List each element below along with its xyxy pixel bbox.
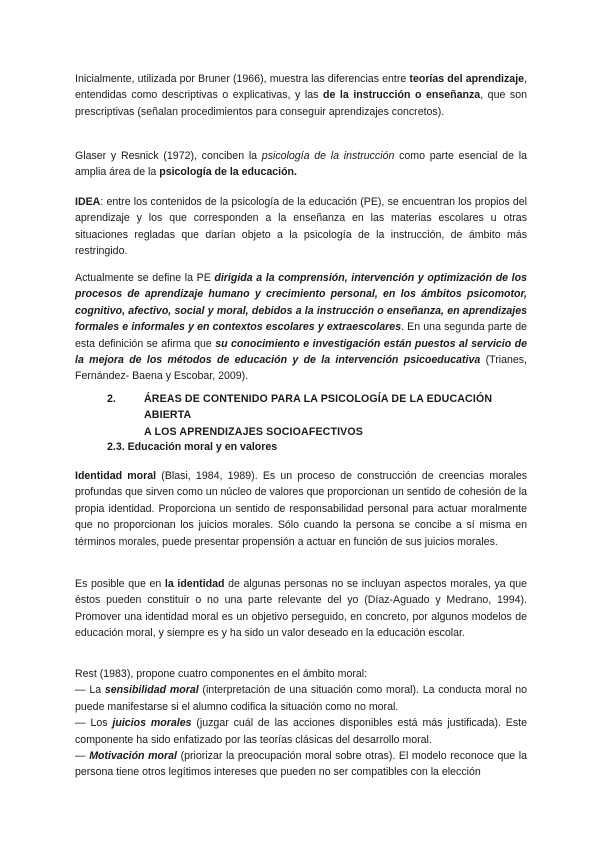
list-dash: — La bbox=[75, 684, 105, 697]
text: (Trianes, Fernández- Baena y Escobar, 2009). bbox=[75, 354, 527, 383]
paragraph-definition bbox=[75, 270, 527, 385]
paragraph-identidad-moral bbox=[75, 468, 527, 550]
text: , que son prescriptivas (señalan procedimientos para conseguir aprendizajes concretos). bbox=[75, 89, 527, 118]
list-item bbox=[75, 748, 527, 781]
bold-italic-definition: dirigida a la comprensión, intervención y optimización de los procesos de aprendizaje humano y crecimiento personal, en los ámbitos psicomotor, cognitivo, afectivo, social y moral, debidos a la instrucción o enseñanza, en aprendizajes formales e informales y en contextos escolares y extraescolares bbox=[75, 272, 527, 334]
list-term: Motivación moral bbox=[89, 750, 177, 763]
list-text: (interpretación de una situación como moral). La conducta moral no puede manifestarse si el alumno codifica la situación como no moral. bbox=[75, 684, 527, 713]
section-title bbox=[144, 391, 529, 440]
section-number: 2. bbox=[107, 393, 116, 405]
subsection-heading: 2.3. Educación moral y en valores bbox=[107, 441, 278, 453]
text: (Blasi, 1984, 1989). Es un proceso de construcción de creencias morales profundas que sirven como un núcleo de valores que proporcionan un sentido de cohesión de la propia identidad. Proporciona un sentido de responsabilidad personal para actuar moralmente que no proporcionan los juicios morales. Sólo cuando la persona se concibe a sí misma en términos morales, puede presentar propensión a actuar en función de sus juicios morales. bbox=[75, 470, 528, 548]
bold-italic-definition: su conocimiento e investigación están puestos al servicio de la mejora de los métodos de educación y de la intervención psicoeducativa bbox=[75, 337, 527, 367]
list-dash: — Los bbox=[75, 717, 113, 730]
list-term: sensibilidad moral bbox=[104, 684, 199, 697]
paragraph-bruner bbox=[75, 71, 527, 120]
italic-term: psicología de la instrucción bbox=[261, 150, 395, 162]
text: Inicialmente, utilizada por Bruner (1966), muestra las diferencias entre bbox=[75, 73, 410, 85]
list-item bbox=[75, 715, 527, 748]
text: . En una segunda parte de esta definición se afirma que bbox=[75, 321, 527, 350]
text: como parte esencial de la amplia área de la bbox=[75, 150, 527, 179]
list-text: (priorizar la preocupación moral sobre otras). El modelo reconoce que la persona tiene otros legítimos intereses que pueden no ser compatibles con la elección bbox=[75, 750, 527, 779]
section-heading bbox=[75, 391, 527, 438]
list-text: (juzgar cuál de las acciones disponibles está más justificada). Este componente ha sido enfatizado por las teorías clásicas del desarrollo moral. bbox=[75, 717, 527, 746]
text: , entendidas como descriptivas o explicativas, y las bbox=[75, 73, 527, 102]
text: Es posible que en bbox=[75, 578, 165, 590]
text: : entre los contenidos de la psicología de la educación (PE), se encuentran los propios del aprendizaje y los que corresponden a la enseñanza en las materias escolares u otras situaciones regladas que darían objeto a la psicología de la instrucción, de ámbito más restringido. bbox=[75, 196, 527, 258]
list-term: juicios morales bbox=[112, 717, 192, 730]
section-title-line: A LOS APRENDIZAJES SOCIOAFECTIVOS bbox=[144, 425, 364, 438]
bold-term: Identidad moral bbox=[75, 470, 157, 482]
bold-term: psicología de la educación. bbox=[159, 166, 297, 179]
text: Glaser y Resnick (1972), conciben la bbox=[75, 150, 262, 162]
paragraph-identidad bbox=[75, 576, 527, 642]
paragraph-glaser bbox=[75, 148, 527, 181]
list-intro: Rest (1983), propone cuatro componentes en el ámbito moral: bbox=[75, 668, 368, 680]
section-title-line: ÁREAS DE CONTENIDO PARA LA PSICOLOGÍA DE LA EDUCACIÓN ABIERTA bbox=[144, 393, 493, 422]
idea-label: IDEA bbox=[75, 196, 101, 208]
bold-term: de la instrucción o enseñanza bbox=[323, 89, 481, 102]
paragraph-idea bbox=[75, 194, 527, 260]
text: Actualmente se define la PE bbox=[75, 272, 215, 284]
list-item bbox=[75, 682, 527, 715]
text: de algunas personas no se incluyan aspectos morales, ya que éstos pueden constituir o no una parte relevante del yo (Díaz-Aguado y Medrano, 1994). Promover una identidad moral es un objetivo perseguido, en concreto, por algunos modelos de educación moral, y siempre es y ha sido un valor deseado en la educación escolar. bbox=[75, 578, 527, 640]
list-dash: — bbox=[75, 750, 90, 763]
bold-term: la identidad bbox=[164, 578, 225, 590]
bold-term: teorías del aprendizaje bbox=[409, 73, 525, 85]
rest-components-list bbox=[75, 666, 527, 781]
